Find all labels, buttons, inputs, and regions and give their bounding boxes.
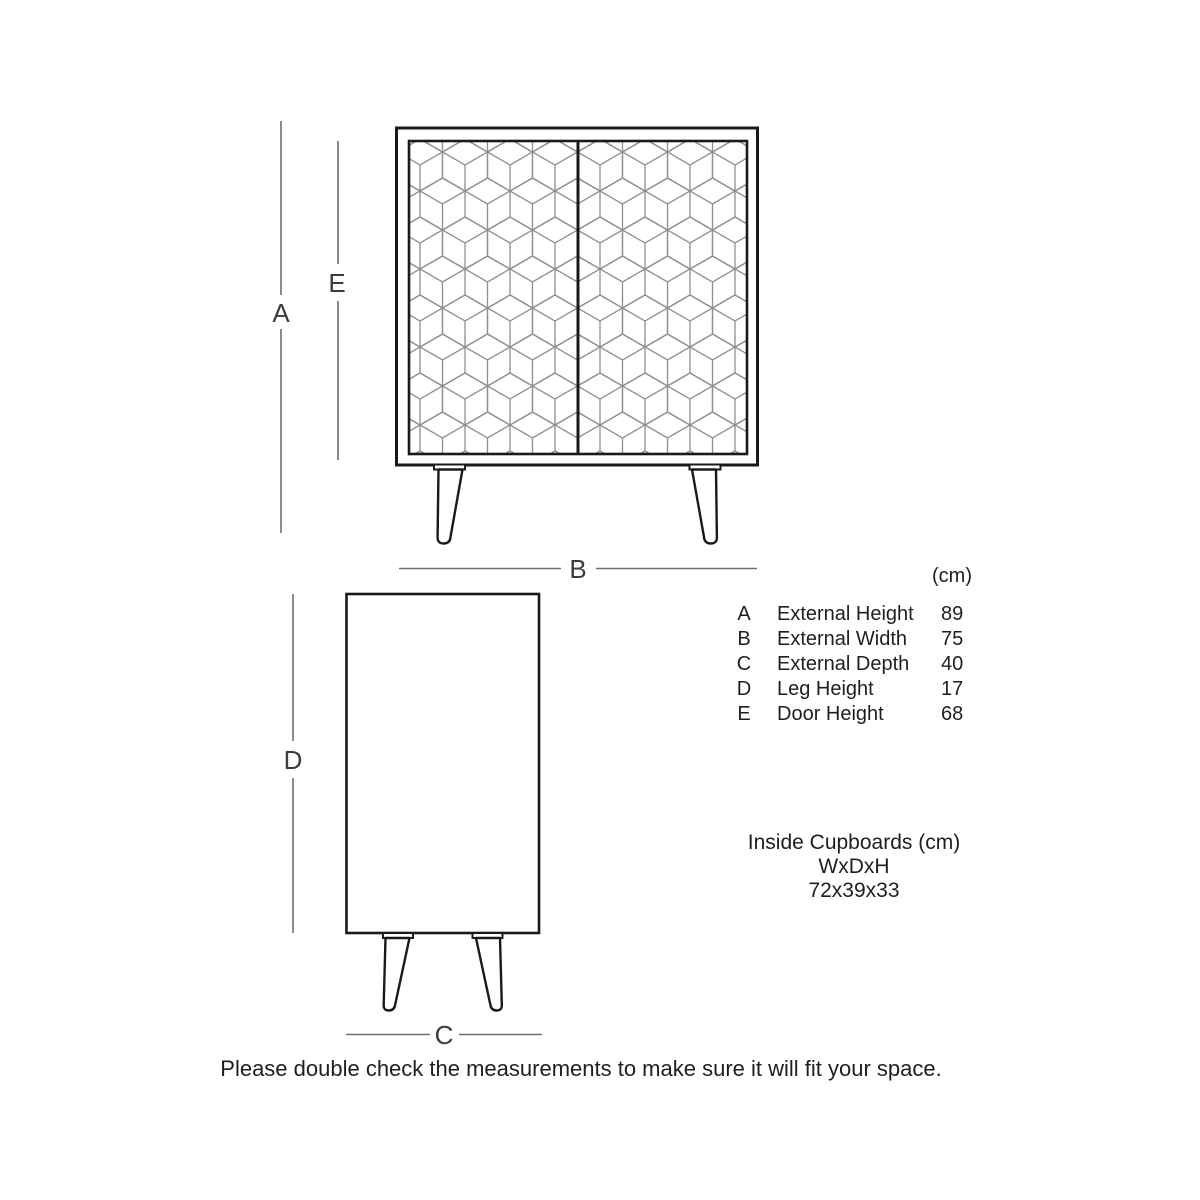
dimension-label-a: A: [272, 298, 290, 328]
spec-label: Door Height: [777, 703, 884, 725]
spec-row-a: [737, 603, 963, 625]
spec-label: External Width: [777, 628, 908, 650]
side-view: [347, 594, 540, 1011]
spec-key: B: [737, 628, 751, 650]
spec-unit-header: (cm): [932, 565, 972, 587]
front-view: [397, 128, 758, 544]
spec-key: C: [736, 653, 752, 675]
spec-row-d: [737, 678, 963, 700]
dimension-label-c: C: [434, 1020, 454, 1050]
dimension-label-d: D: [283, 745, 303, 775]
spec-key: E: [737, 703, 751, 725]
inside-cupboards-block: [748, 831, 960, 902]
spec-key: A: [737, 603, 751, 625]
side-right-leg: [476, 938, 502, 1011]
front-left-leg: [438, 470, 463, 544]
inside-cupboards-title: Inside Cupboards (cm): [747, 831, 961, 854]
side-cabinet-body: [347, 594, 540, 933]
spec-row-b: [737, 628, 963, 650]
spec-value: 75: [941, 628, 964, 650]
spec-label: Leg Height: [777, 678, 874, 700]
spec-row-c: [737, 653, 963, 675]
measurement-note: Please double check the measurements to make sure it will fit your space.: [220, 1056, 942, 1081]
dimension-label-e: E: [328, 268, 346, 298]
inside-cupboards-dims-value: 72x39x33: [808, 879, 900, 902]
spec-key: D: [736, 678, 752, 700]
dimension-label-b: B: [569, 554, 587, 584]
spec-value: 17: [941, 678, 964, 700]
front-right-leg: [692, 470, 717, 544]
spec-value: 68: [941, 703, 964, 725]
spec-value: 40: [941, 653, 964, 675]
spec-table: [737, 565, 972, 725]
spec-label: External Height: [777, 603, 914, 625]
spec-label: External Depth: [777, 653, 910, 675]
spec-row-e: [737, 703, 963, 725]
spec-value: 89: [941, 603, 964, 625]
side-left-leg: [384, 938, 410, 1011]
inside-cupboards-dims-label: WxDxH: [818, 855, 890, 878]
